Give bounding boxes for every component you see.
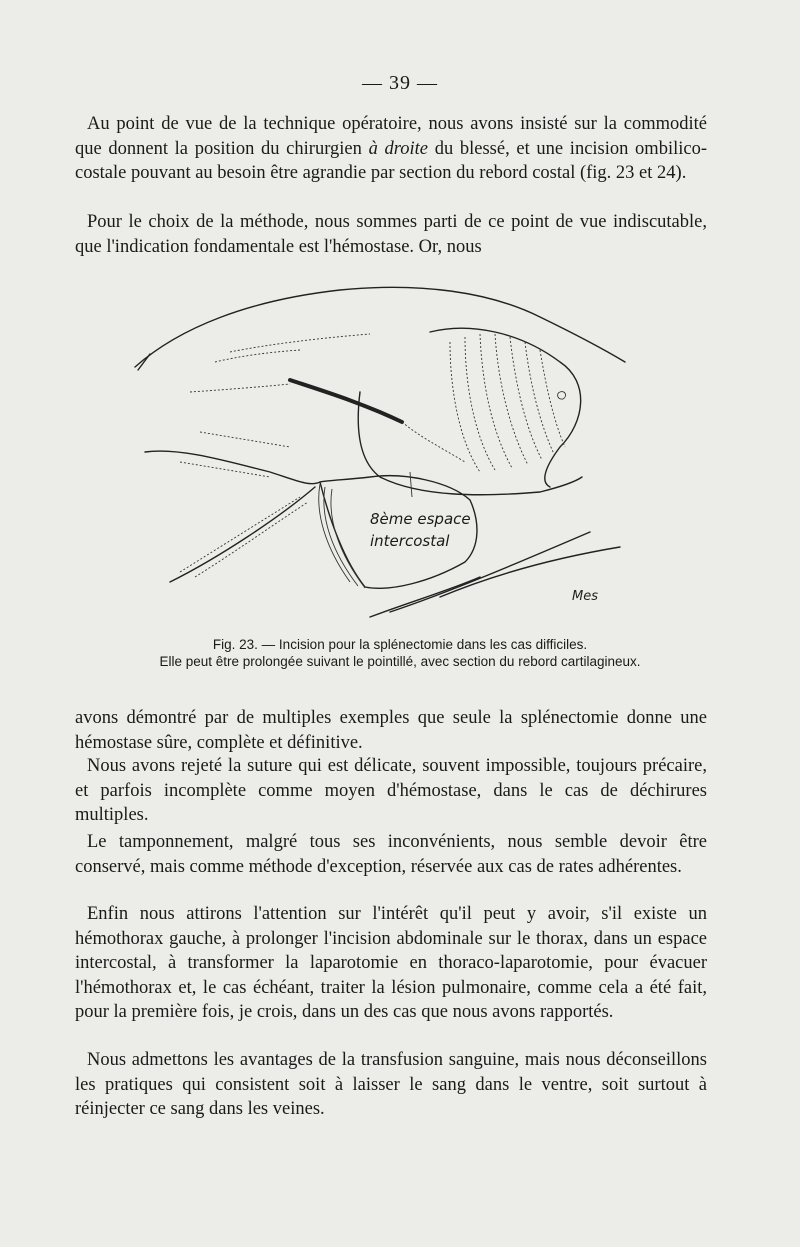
figure-caption: [60, 636, 740, 670]
caption-line-2: Elle peut être prolongée suivant le pointillé, avec section du rebord cartilagineux.: [159, 654, 641, 669]
page-number: — 39 —: [362, 72, 438, 94]
paragraph-transfusion: Nous admettons les avantages de la transfusion sanguine, mais nous déconseillons les pratiques qui consistent soit à laisser le sang dans le ventre, soit surtout à réinjecter ce sang dans les veines.: [75, 1050, 707, 1120]
figure-label-espace: 8ème espace: [370, 510, 471, 528]
paragraph-suture: Nous avons rejeté la suture qui est délicate, souvent impossible, toujours précaire, et parfois incomplète comme moyen d'hémostase, dans le cas de déchirures multiples.: [75, 756, 707, 826]
paragraph-demontre: avons démontré par de multiples exemples que seule la splénectomie donne une hémostase sûre, complète et définitive.: [75, 708, 707, 753]
paragraph-technique: Au point de vue de la technique opératoire, nous avons insisté sur la commodité que donnent la position du chirurgien à droite du blessé, et une incision ombilico-costale pouvant au besoin être agrandie par section du rebord costal (fig. 23 et 24).: [75, 114, 707, 184]
paragraph-methode: Pour le choix de la méthode, nous sommes parti de ce point de vue indiscutable, que l'indication fondamentale est l'hémostase. Or, nous: [75, 212, 707, 257]
paragraph-hemothorax: Enfin nous attirons l'attention sur l'intérêt qu'il peut y avoir, s'il existe un hémothorax gauche, à prolonger l'incision abdominale sur le thorax, dans un espace intercostal, à transformer la laparotomie en thoraco-laparotomie, pour évacuer l'hémothorax et, le cas échéant, traiter la lésion pulmonaire, comme cela a été fait, pour la première fois, je crois, dans un des cas que nous avons rapportés.: [75, 904, 707, 1023]
emphasis-a-droite: à droite: [368, 138, 428, 159]
figure-incision-illustration: [120, 272, 680, 632]
caption-line-1: Fig. 23. — Incision pour la splénectomie dans les cas difficiles.: [212, 637, 588, 652]
illustrator-signature: Mes: [572, 589, 598, 604]
figure-label-intercostal: intercostal: [370, 532, 450, 550]
paragraph-tamponnement: Le tamponnement, malgré tous ses inconvénients, nous semble devoir être conservé, mais comme méthode d'exception, réservée aux cas de rates adhérentes.: [75, 832, 707, 877]
